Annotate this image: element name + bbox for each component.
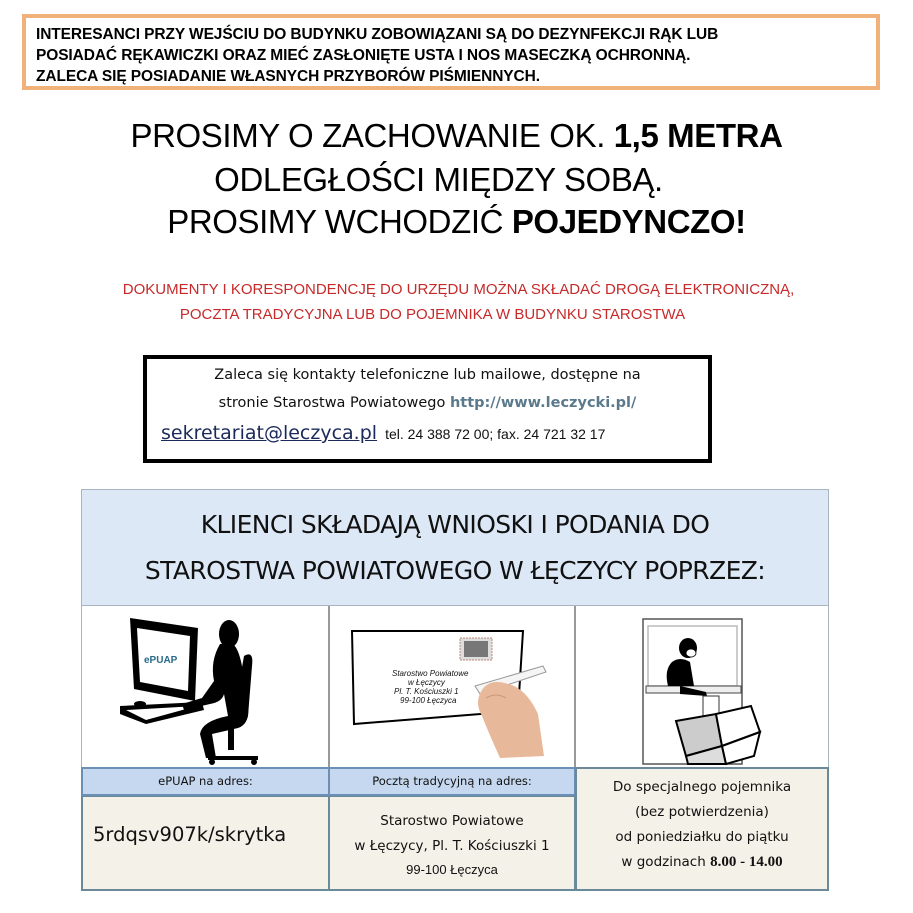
headline-line-1 <box>0 116 913 156</box>
email-link[interactable]: sekretariat@leczyca.pl <box>161 422 378 444</box>
person-at-computer-icon <box>82 606 328 767</box>
dropbox-line-3: od poniedziałku do piątku <box>615 829 789 845</box>
mail-address-line-3: 99-100 Łęczyca <box>406 862 498 877</box>
contact-line-2 <box>147 395 708 411</box>
headline-single: POJEDYNCZO! <box>511 203 746 240</box>
envelope-line: Starostwo Powiatowe <box>392 669 469 678</box>
drop-box-window-icon <box>576 606 828 767</box>
submission-methods-table <box>81 489 829 891</box>
dropbox-hours-label: w godzinach <box>621 854 711 870</box>
notice-line: POSIADAĆ RĘKAWICZKI ORAZ MIEĆ ZASŁONIĘTE USTA I NOS MASECZKĄ OCHRONNĄ. <box>36 47 691 64</box>
envelope-line: w Łęczycy <box>408 678 445 687</box>
hygiene-notice-box <box>22 14 880 90</box>
website-link[interactable]: http://www.leczycki.pl/ <box>449 395 637 411</box>
red-notice-line-1: DOKUMENTY I KORESPONDENCJĘ DO URZĘDU MOŻNA SKŁADAĆ DROGĄ ELEKTRONICZNĄ, <box>122 281 795 298</box>
contact-line-1: Zaleca się kontakty telefoniczne lub mailowe, dostępne na <box>214 367 641 383</box>
headline-line-3 <box>0 202 913 242</box>
mail-address-line-2: w Łęczycy, Pl. T. Kościuszki 1 <box>354 838 550 854</box>
headline-line-2: ODLEGŁOŚCI MIĘDZY SOBĄ. <box>214 161 663 198</box>
epuap-image-cell <box>81 606 329 767</box>
contact-text: stronie Starostwa Powiatowego <box>218 395 450 411</box>
notice-line: INTERESANCI PRZY WEJŚCIU DO BUDYNKU ZOBOWIĄZANI SĄ DO DEZYNFEKCJI RĄK LUB <box>36 26 719 43</box>
epuap-subheader: ePUAP na adres: <box>81 767 330 796</box>
contact-line-3 <box>161 422 605 444</box>
headline-distance: 1,5 METRA <box>613 117 783 154</box>
mail-address-cell <box>328 796 576 891</box>
mail-address-line-1: Starostwo Powiatowe <box>380 813 524 829</box>
notice-line: ZALECA SIĘ POSIADANIE WŁASNYCH PRZYBORÓW PIŚMIENNYCH. <box>36 68 540 85</box>
headline-text: PROSIMY WCHODZIĆ <box>167 203 512 240</box>
dropbox-line-1: Do specjalnego pojemnika <box>612 779 792 795</box>
envelope-line: Pl. T. Kościuszki 1 <box>394 687 459 696</box>
red-notice-line-2: POCZTA TRADYCYJNA LUB DO POJEMNIKA W BUDYNKU STAROSTWA <box>179 306 686 323</box>
mail-subheader: Pocztą tradycyjną na adres: <box>328 767 576 796</box>
table-header-line-1: KLIENCI SKŁADAJĄ WNIOSKI I PODANIA DO <box>200 510 710 539</box>
epuap-screen-logo: ePUAP <box>144 655 178 666</box>
headline-text: PROSIMY O ZACHOWANIE OK. <box>130 117 614 154</box>
dropbox-image-cell <box>575 606 829 767</box>
dropbox-line-2: (bez potwierdzenia) <box>635 804 769 820</box>
table-header <box>81 489 829 606</box>
epuap-address: 5rdqsv907k/skrytka <box>93 823 287 846</box>
mail-image-cell <box>329 606 575 767</box>
phone-fax: tel. 24 388 72 00; fax. 24 721 32 17 <box>385 426 606 442</box>
table-header-line-2: STAROSTWA POWIATOWEGO W ŁĘCZYCY POPRZEZ: <box>144 556 766 585</box>
envelope-line: 99-100 Łęczyca <box>400 696 457 705</box>
envelope-writing-icon <box>330 606 574 767</box>
dropbox-hours: 8.00 - 14.00 <box>710 854 783 870</box>
contact-box <box>143 355 712 463</box>
dropbox-line-4 <box>577 850 827 875</box>
dropbox-info-cell <box>575 767 829 891</box>
epuap-address-cell <box>81 796 330 891</box>
